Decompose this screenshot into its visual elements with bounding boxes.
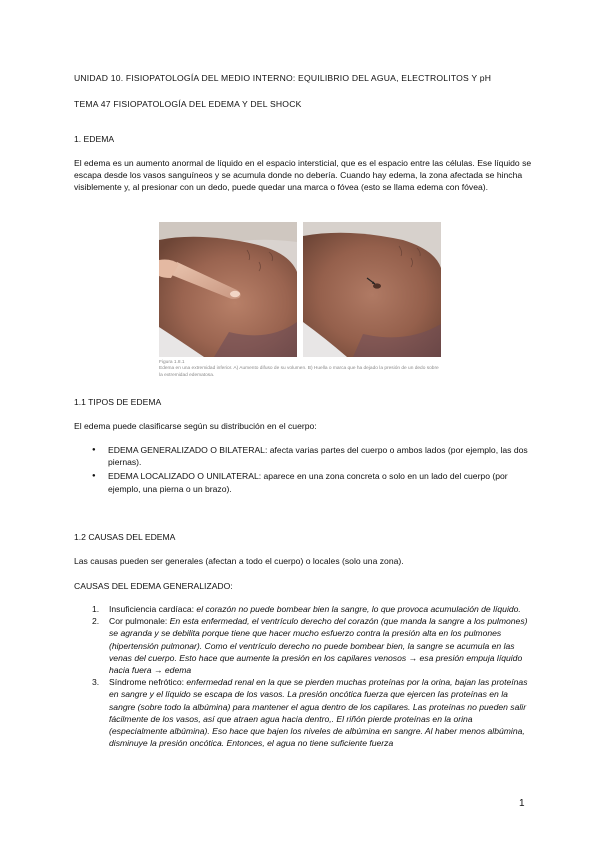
edema-figure	[159, 222, 441, 387]
unit-title: UNIDAD 10. FISIOPATOLOGÍA DEL MEDIO INTERNO: EQUILIBRIO DEL AGUA, ELECTROLITOS Y pH	[74, 73, 492, 83]
list-item-text: : afecta varias partes del cuerpo o ambos lados (por ejemplo, las dos piernas).	[108, 445, 528, 468]
topic-title: TEMA 47 FISIOPATOLOGÍA DEL EDEMA Y DEL SHOCK	[74, 99, 302, 109]
list-item-text: : aparece en una zona concreta o solo en un lado del cuerpo (por ejemplo, una pierna o un brazo).	[108, 471, 508, 494]
section-heading-tipos: 1.1 TIPOS DE EDEMA	[74, 397, 162, 407]
figure-caption-label: Figura 1.8.1	[159, 360, 185, 365]
list-item-number: 2.	[92, 616, 100, 627]
section-heading-edema: 1. EDEMA	[74, 134, 115, 144]
list-item-term: Insuficiencia cardíaca:	[109, 604, 197, 614]
causas-intro: Las causas pueden ser generales (afectan a todo el cuerpo) o locales (solo una zona).	[74, 556, 404, 566]
edema-photo-pitting-mark	[303, 222, 441, 357]
edema-photo-finger-press	[159, 222, 297, 357]
list-item	[92, 470, 532, 494]
list-item-text: enfermedad renal en la que se pierden muchas proteínas por la orina, bajan las proteínas en sangre y el líquido se escapa de los vasos. La presión oncótica fuerza que ejercen las proteínas en la sangre (sobre todo la albúmina) para mantener el agua dentro de los capilares. Las proteínas no pueden salir fácilmente de los vasos, así que atraen agua hacia dentro,. El riñón pierde proteínas en la orina (especialmente albúmina). Eso hace que bajen los niveles de albúmina en sangre. Al haber menos albúmina, disminuye la presión oncótica. Entonces, el agua no tiene suficiente fuerza	[109, 677, 528, 749]
subheading-causas-generalizado: CAUSAS DEL EDEMA GENERALIZADO:	[74, 581, 233, 591]
generalized-causes-list	[92, 603, 532, 749]
list-item-term: Cor pulmonale:	[109, 616, 170, 627]
section-heading-causas: 1.2 CAUSAS DEL EDEMA	[74, 532, 176, 542]
list-item-number: 1.	[92, 604, 100, 614]
list-item-term: EDEMA GENERALIZADO O BILATERAL	[108, 445, 265, 455]
list-item-term: EDEMA LOCALIZADO O UNILATERAL	[108, 471, 259, 482]
list-item	[92, 603, 532, 615]
figure-caption	[159, 360, 441, 379]
list-item	[92, 676, 532, 749]
list-item	[92, 615, 532, 676]
list-item-text: En esta enfermedad, el ventrículo derecho del corazón (que manda la sangre a los pulmones) se agranda y se debilita porque tiene que hacer mucho esfuerzo contra la presión alta en los pulmones (hipertensión pulmonar). Como el ventrículo derecho no puede bombear bien, la sangre se acumula en las venas del cuerpo. Esto hace que aumente la presión en los capilares venosos → esa presión empuja líquido hacia fuera → edema	[109, 616, 528, 676]
list-item-term: Síndrome nefrótico:	[109, 677, 187, 688]
figure-caption-text: Edema en una extremidad inferior. A) Aumento difuso de su volumen. B) Huella o marca que ha dejado la presión de un dedo sobre la extremidad edematosa.	[159, 366, 439, 378]
list-item-text: el corazón no puede bombear bien la sangre, lo que provoca acumulación de líquido.	[196, 604, 521, 614]
edema-definition-paragraph: El edema es un aumento anormal de líquido en el espacio intersticial, que es el espacio entre las células. Ese líquido se escapa desde los vasos sanguíneos y se acumula donde no debería. Cuando hay edema, la zona afectada se hincha visiblemente y, al presionar con un dedo, puede quedar una marca o fóvea (esto se llama edema con fóvea).	[74, 158, 532, 193]
list-item	[92, 444, 532, 468]
list-item-number: 3.	[92, 677, 100, 688]
edema-types-list	[92, 444, 532, 497]
tipos-intro: El edema puede clasificarse según su distribución en el cuerpo:	[74, 421, 317, 431]
page-number: 1	[519, 798, 525, 809]
